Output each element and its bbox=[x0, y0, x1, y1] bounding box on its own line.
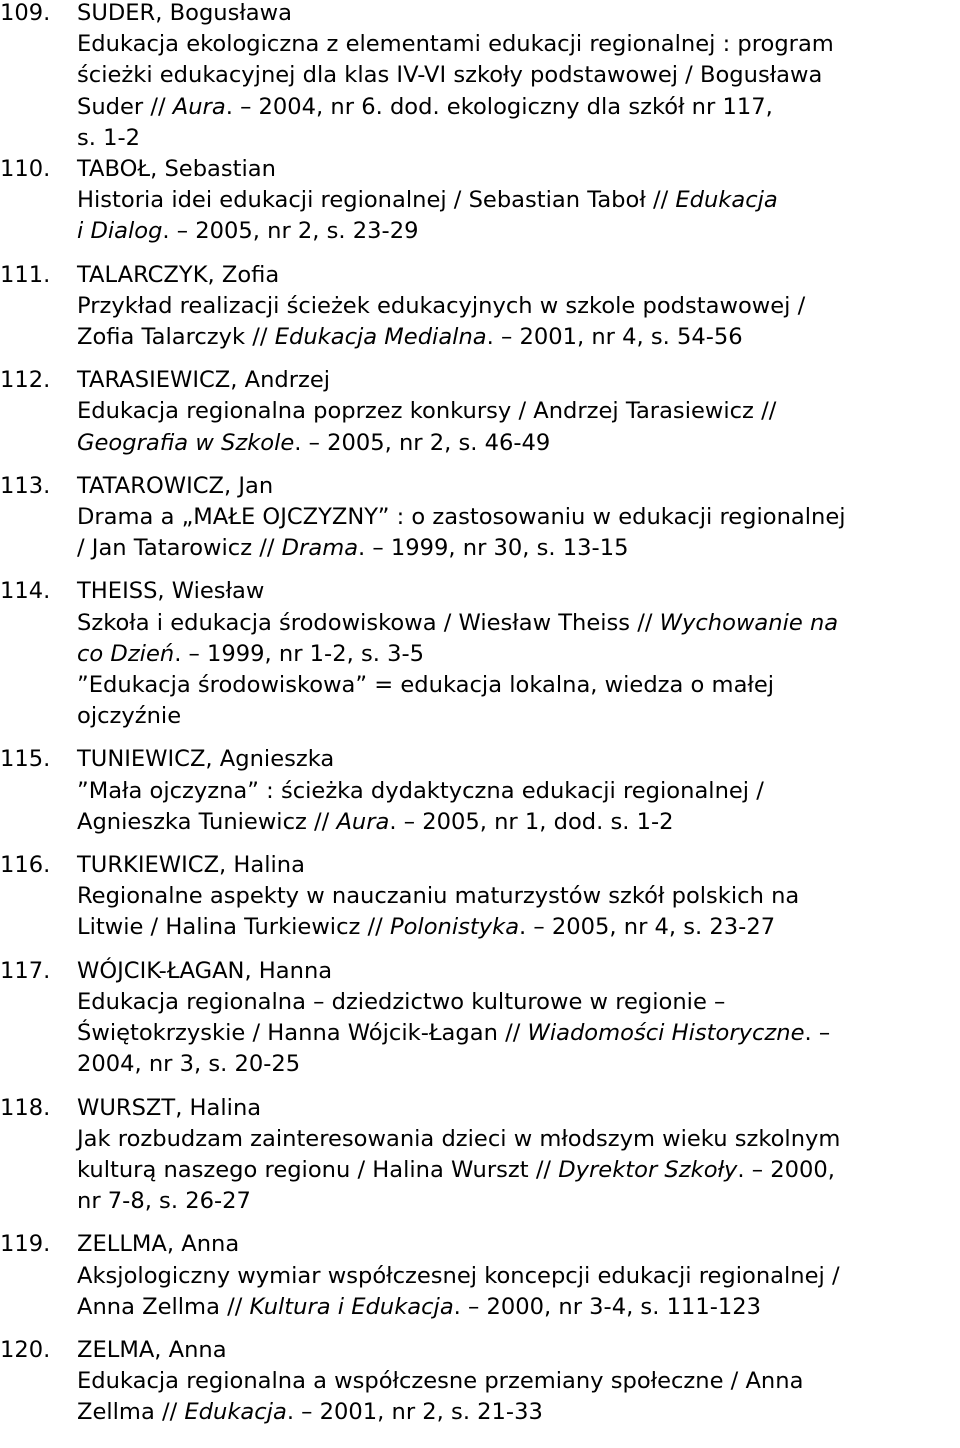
entry-number: 110. bbox=[0, 156, 51, 183]
citation-text: . – 2001, nr 4, s. 54-56 bbox=[486, 324, 743, 351]
citation-text: ojczyźnie bbox=[77, 703, 182, 730]
citation-text: Regionalne aspekty w nauczaniu maturzystów szkół polskich na bbox=[77, 883, 800, 910]
bibliography-entry bbox=[0, 0, 960, 154]
journal-title: Geografia w Szkole bbox=[77, 429, 295, 456]
citation-text: . – 2001, nr 2, s. 21-33 bbox=[286, 1399, 543, 1426]
citation-text: Zellma // bbox=[77, 1399, 185, 1426]
entry-description-line bbox=[77, 1397, 960, 1428]
entry-author: THEISS, Wiesław bbox=[77, 578, 265, 605]
entry-number: 119. bbox=[0, 1231, 51, 1258]
bibliography-entry bbox=[0, 1335, 960, 1429]
journal-title: Dyrektor Szkoły bbox=[558, 1156, 738, 1183]
citation-text: 2004, nr 3, s. 20-25 bbox=[77, 1051, 301, 1078]
entry-number: 111. bbox=[0, 261, 51, 288]
bibliography-entry bbox=[0, 956, 960, 1081]
citation-text: . – 2005, nr 2, s. 23-29 bbox=[162, 218, 419, 245]
citation-text: . – 1999, nr 1-2, s. 3-5 bbox=[174, 640, 424, 667]
citation-text: ”Mała ojczyzna” : ścieżka dydaktyczna edukacji regionalnej / bbox=[77, 777, 764, 804]
entry-description-line bbox=[77, 881, 960, 912]
entry-number: 109. bbox=[0, 0, 51, 26]
citation-text: . – bbox=[804, 1020, 831, 1047]
citation-text: Szkoła i edukacja środowiskowa / Wiesław Theiss // bbox=[77, 609, 660, 636]
entry-number: 120. bbox=[0, 1336, 51, 1363]
entry-author: WÓJCIK-ŁAGAN, Hanna bbox=[77, 957, 333, 984]
entry-description-line bbox=[77, 322, 960, 353]
citation-text: . – 2000, nr 3-4, s. 111-123 bbox=[453, 1293, 761, 1320]
bibliography-entry bbox=[0, 1229, 960, 1323]
citation-text: . – 2005, nr 2, s. 46-49 bbox=[294, 429, 551, 456]
entry-description-line bbox=[77, 776, 960, 807]
entry-author: TUNIEWICZ, Agnieszka bbox=[77, 746, 335, 773]
citation-text: Edukacja regionalna a współczesne przemiany społeczne / Anna bbox=[77, 1368, 804, 1395]
citation-text: / Jan Tatarowicz // bbox=[77, 535, 282, 562]
entry-number: 114. bbox=[0, 578, 51, 605]
entry-author: WURSZT, Halina bbox=[77, 1094, 262, 1121]
citation-text: Drama a „MAŁE OJCZYZNY” : o zastosowaniu w edukacji regionalnej bbox=[77, 504, 846, 531]
citation-text: Litwie / Halina Turkiewicz // bbox=[77, 914, 390, 941]
entry-author: TARASIEWICZ, Andrzej bbox=[77, 367, 331, 394]
entry-description-line bbox=[77, 1366, 960, 1397]
entry-author: TURKIEWICZ, Halina bbox=[77, 852, 305, 879]
entry-author: TABOŁ, Sebastian bbox=[77, 156, 276, 183]
entry-description-line bbox=[77, 396, 960, 427]
citation-text: . – 2005, nr 1, dod. s. 1-2 bbox=[389, 808, 674, 835]
citation-text: ”Edukacja środowiskowa” = edukacja lokalna, wiedza o małej bbox=[77, 672, 775, 699]
journal-title: Kultura i Edukacja bbox=[249, 1293, 454, 1320]
citation-text: Aksjologiczny wymiar współczesnej koncepcji edukacji regionalnej / bbox=[77, 1262, 840, 1289]
bibliography-entry bbox=[0, 260, 960, 354]
entry-description-line bbox=[77, 639, 960, 670]
entry-description-line bbox=[77, 670, 960, 701]
entry-description-line bbox=[77, 701, 960, 732]
journal-title: co Dzień bbox=[77, 640, 175, 667]
entry-description-line bbox=[77, 1049, 960, 1080]
entry-description-line bbox=[77, 807, 960, 838]
journal-title: Edukacja bbox=[675, 187, 778, 214]
entry-description-line bbox=[77, 533, 960, 564]
entry-description-line bbox=[77, 608, 960, 639]
entry-number: 113. bbox=[0, 472, 51, 499]
entry-description-line bbox=[77, 29, 960, 60]
entry-author: TALARCZYK, Zofia bbox=[77, 261, 280, 288]
journal-title: Edukacja Medialna bbox=[274, 324, 487, 351]
citation-text: Suder // bbox=[77, 93, 173, 120]
journal-title: Aura bbox=[336, 808, 390, 835]
entry-number: 118. bbox=[0, 1094, 51, 1121]
entry-description-line bbox=[77, 1261, 960, 1292]
journal-title: Edukacja bbox=[184, 1399, 287, 1426]
citation-text: nr 7-8, s. 26-27 bbox=[77, 1188, 251, 1215]
entry-description-line bbox=[77, 912, 960, 943]
citation-text: . – 2005, nr 4, s. 23-27 bbox=[519, 914, 776, 941]
entry-description-line bbox=[77, 1292, 960, 1323]
bibliography-entry bbox=[0, 576, 960, 732]
entry-description-line bbox=[77, 123, 960, 154]
citation-text: . – 2004, nr 6. dod. ekologiczny dla szkół nr 117, bbox=[225, 93, 773, 120]
citation-text: Edukacja ekologiczna z elementami edukacji regionalnej : program bbox=[77, 31, 834, 58]
citation-text: Agnieszka Tuniewicz // bbox=[77, 808, 337, 835]
entry-description-line bbox=[77, 502, 960, 533]
entry-description-line bbox=[77, 428, 960, 459]
bibliography-entry bbox=[0, 744, 960, 838]
citation-text: ścieżki edukacyjnej dla klas IV-VI szkoły podstawowej / Bogusława bbox=[77, 62, 823, 89]
entry-author: ZELMA, Anna bbox=[77, 1336, 227, 1363]
bibliography-entry bbox=[0, 1093, 960, 1218]
citation-text: kulturą naszego regionu / Halina Wurszt // bbox=[77, 1156, 559, 1183]
entry-description-line bbox=[77, 291, 960, 322]
entry-number: 115. bbox=[0, 746, 51, 773]
citation-text: Zofia Talarczyk // bbox=[77, 324, 275, 351]
bibliography-entry bbox=[0, 365, 960, 459]
citation-text: Przykład realizacji ścieżek edukacyjnych w szkole podstawowej / bbox=[77, 292, 806, 319]
citation-text: . – 2000, bbox=[737, 1156, 835, 1183]
entry-description-line bbox=[77, 987, 960, 1018]
entry-number: 117. bbox=[0, 957, 51, 984]
entry-description-line bbox=[77, 1155, 960, 1186]
citation-text: s. 1-2 bbox=[77, 124, 141, 151]
citation-text: Edukacja regionalna poprzez konkursy / Andrzej Tarasiewicz // bbox=[77, 398, 777, 425]
journal-title: Drama bbox=[281, 535, 359, 562]
journal-title: Aura bbox=[172, 93, 226, 120]
citation-text: Świętokrzyskie / Hanna Wójcik-Łagan // bbox=[77, 1020, 528, 1047]
entry-description-line bbox=[77, 216, 960, 247]
journal-title: Polonistyka bbox=[389, 914, 520, 941]
entry-description-line bbox=[77, 185, 960, 216]
journal-title: Wychowanie na bbox=[659, 609, 839, 636]
citation-text: Edukacja regionalna – dziedzictwo kulturowe w regionie – bbox=[77, 988, 726, 1015]
entry-description-line bbox=[77, 60, 960, 91]
entry-description-line bbox=[77, 1186, 960, 1217]
citation-text: . – 1999, nr 30, s. 13-15 bbox=[358, 535, 629, 562]
entry-author: SUDER, Bogusława bbox=[77, 0, 292, 26]
journal-title: i Dialog bbox=[77, 218, 163, 245]
entry-author: ZELLMA, Anna bbox=[77, 1231, 240, 1258]
entry-description-line bbox=[77, 1124, 960, 1155]
journal-title: Wiadomości Historyczne bbox=[527, 1020, 805, 1047]
entry-description-line bbox=[77, 92, 960, 123]
bibliography-entry bbox=[0, 471, 960, 565]
citation-text: Historia idei edukacji regionalnej / Sebastian Taboł // bbox=[77, 187, 676, 214]
citation-text: Jak rozbudzam zainteresowania dzieci w młodszym wieku szkolnym bbox=[77, 1125, 841, 1152]
citation-text: Anna Zellma // bbox=[77, 1293, 250, 1320]
bibliography-entry bbox=[0, 154, 960, 248]
entry-author: TATAROWICZ, Jan bbox=[77, 472, 274, 499]
bibliography-entry bbox=[0, 850, 960, 944]
entry-description-line bbox=[77, 1018, 960, 1049]
entry-number: 112. bbox=[0, 367, 51, 394]
entry-number: 116. bbox=[0, 852, 51, 879]
